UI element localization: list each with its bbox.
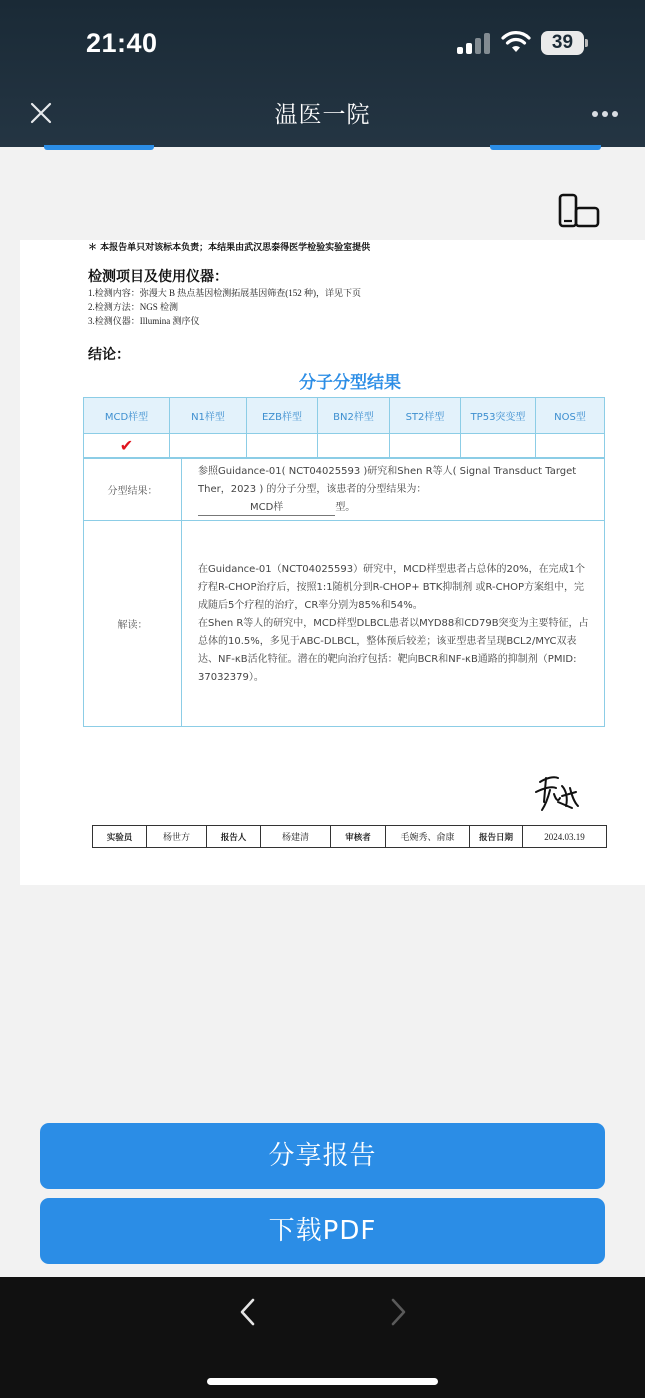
test-item: 3.检测仪器：Illumina 测序仪 xyxy=(88,316,200,326)
battery-level: 39 xyxy=(541,31,584,55)
signature-image xyxy=(532,772,580,814)
share-report-button[interactable]: 分享报告 xyxy=(40,1123,605,1189)
more-icon[interactable] xyxy=(588,104,622,124)
check-icon: ✔ xyxy=(119,436,134,455)
result-label: 分型结果： xyxy=(84,459,182,521)
result-table xyxy=(83,458,605,727)
subtype-header: MCD样型 xyxy=(84,398,170,434)
top-bar xyxy=(0,0,645,147)
signal-icon xyxy=(457,32,491,54)
test-item: 1.检测内容：弥漫大 B 热点基因检测拓展基因筛查(152 种)，详见下页 xyxy=(88,288,361,298)
tab-indicator-right xyxy=(490,145,601,150)
interpretation-paragraph: 在Shen R等人的研究中，MCD样型DLBCL患者以MYD88和CD79B突变为主要特征，占总体的10.5%，多见于ABC-DLBCL，整体预后较差；该亚型患者呈现BCL2/MYC双表达、NF-κB活化特征。潜在的靶向治疗包括：靶向BCR和NF-κB通路的抑制剂（PMID: 37032379）。 xyxy=(198,617,589,683)
subtype-table xyxy=(83,397,605,458)
back-icon[interactable] xyxy=(236,1296,258,1328)
subtype-header: BN2样型 xyxy=(318,398,390,434)
molecular-title: 分子分型结果 xyxy=(299,373,401,393)
subtype-header: EZB样型 xyxy=(247,398,318,434)
page-title: 温医一院 xyxy=(274,102,371,128)
result-value: MCD样 xyxy=(198,501,335,516)
tab-indicator-left xyxy=(44,145,154,150)
result-text: 参照Guidance-01( NCT04025593 )研究和Shen R等人( Signal Transduct Target Ther，2023 ) 的分子分型，该患者的分型结果为： xyxy=(198,465,577,495)
subtype-header: N1样型 xyxy=(170,398,247,434)
subtype-header: NOS型 xyxy=(536,398,605,434)
interpretation-paragraph: 在Guidance-01（NCT04025593）研究中，MCD样型患者占总体的20%，在完成1个疗程R-CHOP治疗后，按照1:1随机分到R-CHOP+ BTK抑制剂 或R-CHOP方案组中，完成随后5个疗程的治疗，CR率分别为85%和54%。 xyxy=(198,563,586,611)
reporter-name: 杨建清 xyxy=(261,826,331,848)
signature-table xyxy=(92,825,607,848)
tester-name: 杨世方 xyxy=(147,826,207,848)
home-indicator xyxy=(207,1378,438,1385)
report-page xyxy=(20,240,645,885)
report-date: 2024.03.19 xyxy=(523,826,607,848)
battery-icon xyxy=(541,31,588,55)
date-label: 报告日期 xyxy=(470,826,523,848)
conclusion-label: 结论： xyxy=(88,347,130,363)
section-title: 检测项目及使用仪器： xyxy=(88,269,228,285)
subtype-header: TP53突变型 xyxy=(461,398,536,434)
status-time: 21:40 xyxy=(86,28,158,58)
wifi-icon xyxy=(501,30,531,54)
interpretation-label: 解读： xyxy=(84,521,182,727)
reviewer-name: 毛婉秀、俞康 xyxy=(386,826,470,848)
reviewer-label: 审核者 xyxy=(331,826,386,848)
download-pdf-button[interactable]: 下载PDF xyxy=(40,1198,605,1264)
subtype-header: ST2样型 xyxy=(390,398,461,434)
report-note: ＊ 本报告单只对该标本负责；本结果由武汉思泰得医学检验实验室提供 xyxy=(88,243,371,253)
screen-rotate-icon[interactable] xyxy=(558,193,600,229)
test-items xyxy=(88,286,361,328)
result-suffix: 型。 xyxy=(335,501,356,513)
test-item: 2.检测方法：NGS 检测 xyxy=(88,302,179,312)
reporter-label: 报告人 xyxy=(207,826,261,848)
forward-icon[interactable] xyxy=(388,1296,410,1328)
tester-label: 实验员 xyxy=(93,826,147,848)
